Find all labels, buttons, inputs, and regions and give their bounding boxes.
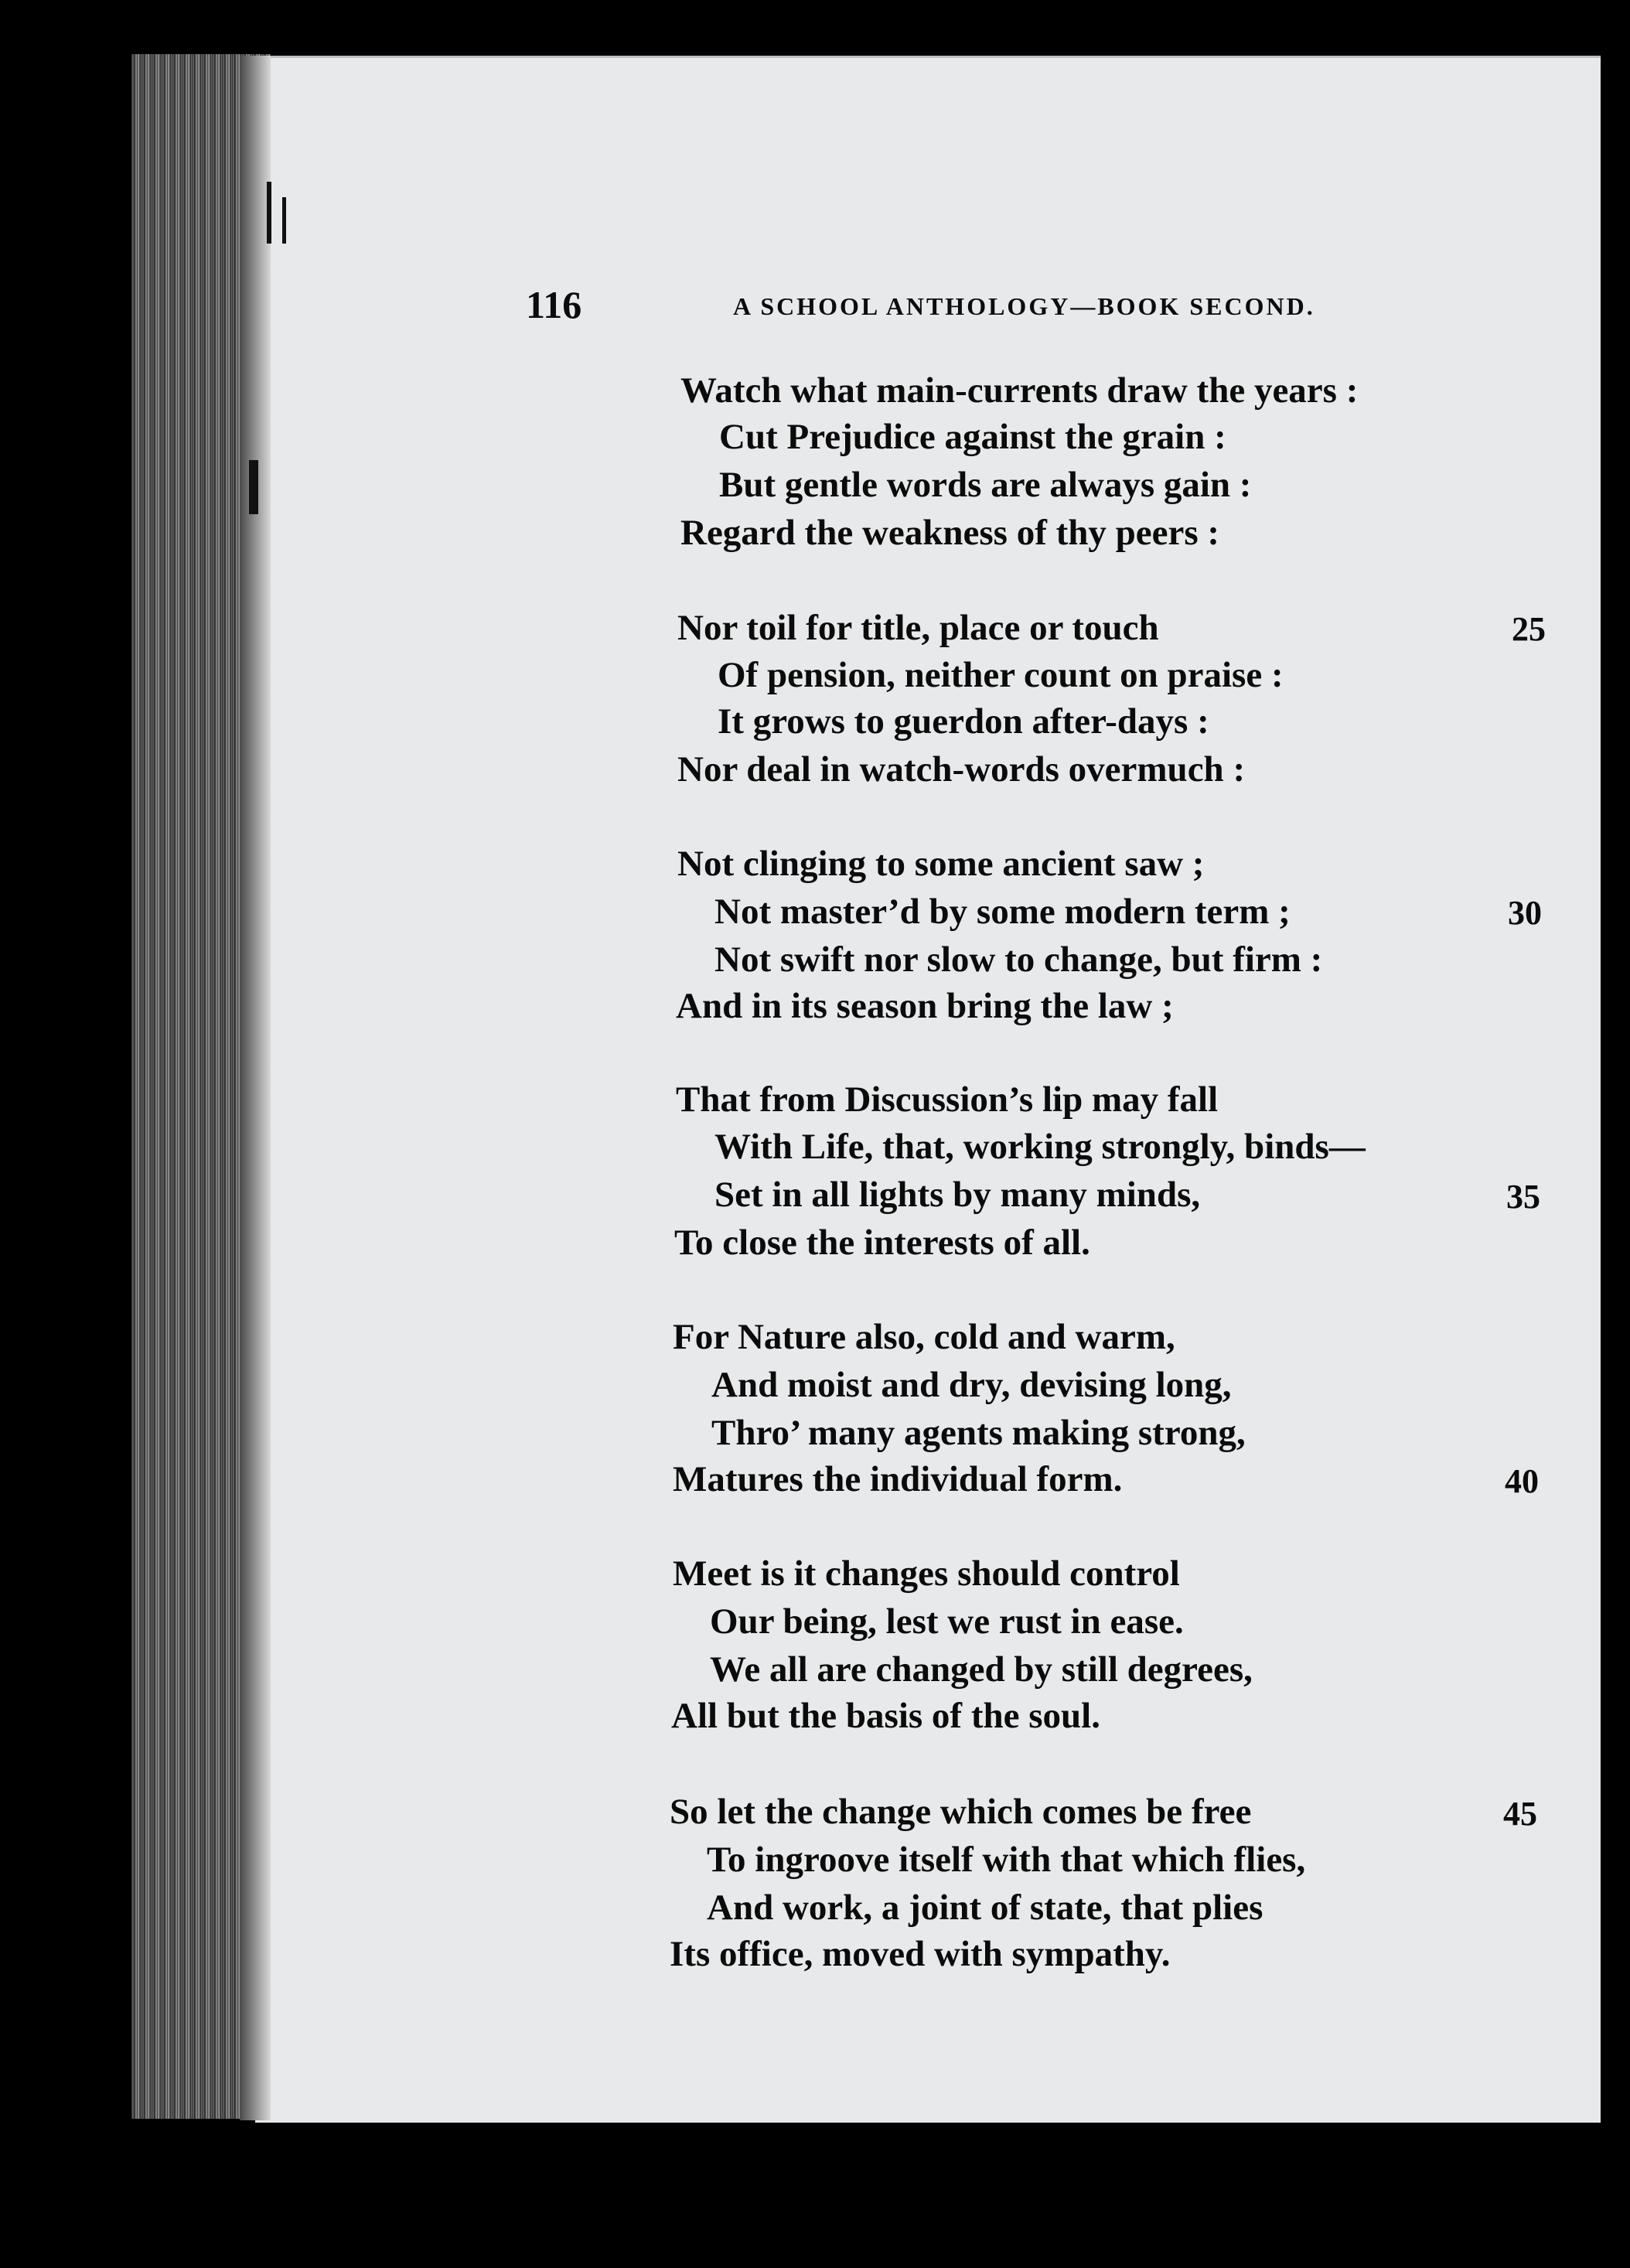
poem-line: Cut Prejudice against the grain : [719, 417, 1226, 457]
poem-line: Thro’ many agents making strong, [711, 1413, 1246, 1453]
poem-line: Nor toil for title, place or touch [677, 608, 1159, 648]
poem-line: For Nature also, cold and warm, [673, 1317, 1175, 1357]
poem-line: Not clinging to some ancient saw ; [677, 844, 1205, 884]
poem-line: Our being, lest we rust in ease. [710, 1601, 1184, 1642]
poem-line: Of pension, neither count on praise : [718, 655, 1284, 695]
line-number: 25 [1512, 610, 1546, 648]
line-number: 45 [1503, 1795, 1537, 1833]
poem-line: Its office, moved with sympathy. [670, 1934, 1171, 1974]
margin-mark [267, 182, 271, 244]
page-number: 116 [526, 283, 582, 326]
gutter-shadow [240, 56, 271, 2120]
poem-line: Watch what main-currents draw the years : [680, 370, 1359, 411]
poem-line: With Life, that, working strongly, binds— [714, 1127, 1366, 1167]
running-head: A SCHOOL ANTHOLOGY—BOOK SECOND. [733, 292, 1315, 320]
poem-line: Matures the individual form. [673, 1459, 1123, 1499]
poem-line: And in its season bring the law ; [676, 986, 1174, 1026]
poem-line: It grows to guerdon after-days : [718, 701, 1209, 742]
poem-line: To close the interests of all. [674, 1223, 1090, 1263]
poem-line: Not master’d by some modern term ; [714, 892, 1291, 932]
poem-line: And work, a joint of state, that plies [707, 1888, 1263, 1928]
poem-line: To ingroove itself with that which flies, [707, 1840, 1306, 1880]
line-number: 35 [1506, 1178, 1540, 1216]
margin-mark [249, 460, 258, 514]
poem-line: Regard the weakness of thy peers : [680, 513, 1220, 553]
poem-line: Not swift nor slow to change, but firm : [714, 940, 1323, 980]
poem-line: All but the basis of the soul. [671, 1696, 1100, 1736]
line-number: 40 [1505, 1462, 1539, 1500]
poem-line: And moist and dry, devising long, [711, 1365, 1232, 1405]
poem-line: That from Discussion’s lip may fall [676, 1079, 1219, 1120]
poem-line: So let the change which comes be free [670, 1792, 1252, 1832]
poem-line: Nor deal in watch-words overmuch : [677, 749, 1246, 790]
poem-line: Set in all lights by many minds, [714, 1175, 1201, 1215]
poem-line: Meet is it changes should control [673, 1553, 1180, 1594]
margin-mark [282, 197, 286, 244]
poem-line: We all are changed by still degrees, [710, 1649, 1253, 1690]
line-number: 30 [1508, 894, 1542, 932]
poem-line: But gentle words are always gain : [719, 465, 1252, 505]
